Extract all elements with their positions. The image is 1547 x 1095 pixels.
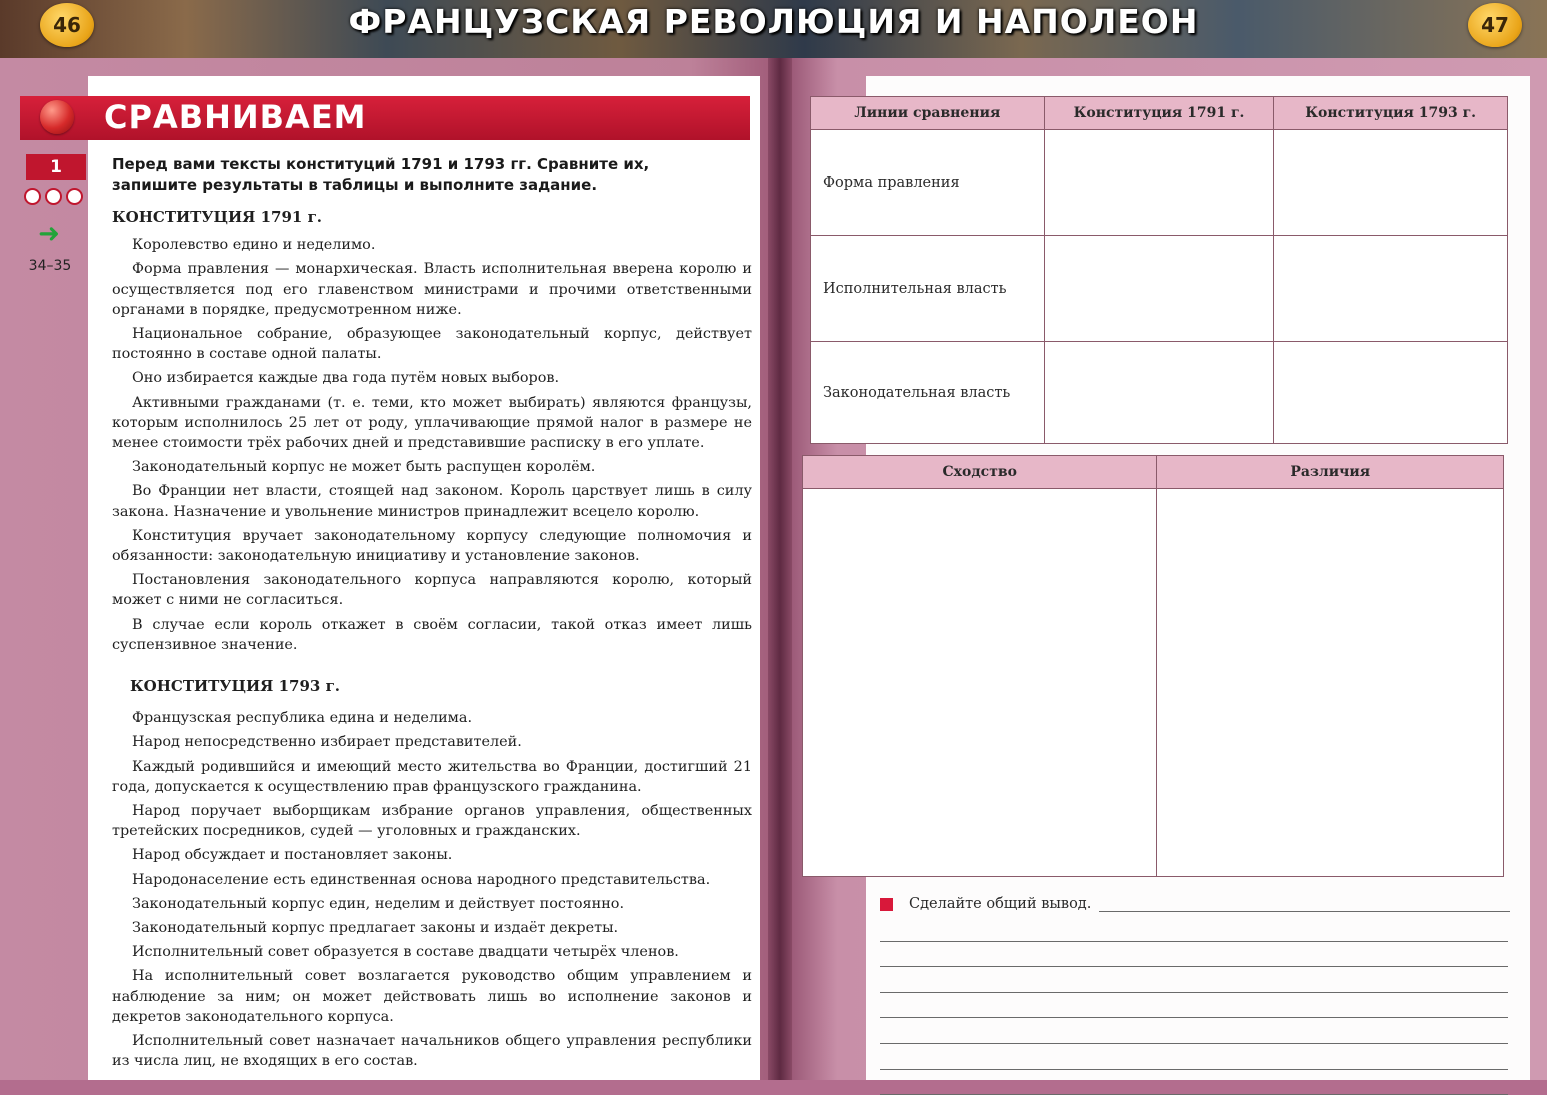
constitution-paragraph: Конституция вручает законодательному корпусу следующие полномочия и обязанности: законодательную инициативу и установление законов.	[112, 527, 752, 565]
constitution-paragraph: Активными гражданами (т. е. теми, кто может выбирать) являются французы, которым исполнилось 25 лет от роду, уплачивающие прямой налог в размере не менее стоимости трёх рабочих дней и представившие расписку в его уплате.	[112, 394, 752, 452]
constitution-paragraph: Законодательный корпус един, неделим и действует постоянно.	[132, 895, 625, 912]
book-spine	[768, 58, 792, 1080]
table-header-cell: Линии сравнения	[811, 97, 1045, 130]
constitution-paragraph: Форма правления — монархическая. Власть исполнительная вверена королю и осуществляется под его главенством министрами и прочими ответственными органами в порядке, предусмотренном ниже.	[112, 261, 752, 318]
answer-cell[interactable]	[1274, 130, 1508, 236]
constitution-paragraph: Законодательный корпус не может быть распущен королём.	[132, 459, 596, 476]
constitution-1793-title: КОНСТИТУЦИЯ 1793 г.	[130, 677, 340, 695]
table-row	[811, 236, 1508, 342]
writing-line[interactable]	[880, 942, 1508, 968]
constitution-paragraph: В случае если король откажет в своём согласии, такой отказ имеет лишь суспензивное значение.	[112, 616, 752, 653]
page-number-right: 47	[1468, 3, 1522, 47]
textbook-page-reference: 34–35	[28, 258, 72, 274]
answer-cell[interactable]	[1274, 342, 1508, 444]
constitution-paragraph: Французская республика едина и неделима.	[132, 710, 473, 727]
constitution-paragraph: Народ поручает выборщикам избрание органов управления, общественных третейских посредников, судей — уголовных и гражданских.	[112, 803, 752, 840]
table-row	[803, 489, 1504, 877]
constitution-paragraph: На исполнительный совет возлагается руководство общим управлением и наблюдение за ним; он может действовать лишь во исполнение законов и декретов законодательного корпуса.	[112, 968, 752, 1025]
constitution-paragraph: Во Франции нет власти, стоящей над законом. Король царствует лишь в силу закона. Назначение и увольнение министров принадлежит всецело королю.	[112, 483, 752, 520]
answer-cell[interactable]	[1044, 342, 1274, 444]
task-instruction: Перед вами тексты конституций 1791 и 1793 гг. Сравните их, запишите результаты в таблицы и выполните задание.	[112, 155, 650, 194]
table-row	[811, 342, 1508, 444]
constitution-1793-text	[112, 676, 752, 1075]
constitution-paragraph: Исполнительный совет назначает начальников общего управления республики из числа лиц, не входящих в его состав.	[112, 1033, 752, 1070]
answer-cell[interactable]	[1044, 236, 1274, 342]
writing-line[interactable]	[880, 967, 1508, 993]
difficulty-dot-icon	[24, 188, 41, 205]
constitution-paragraph: Оно избирается каждые два года путём новых выборов.	[132, 370, 560, 387]
answer-cell[interactable]	[1044, 130, 1274, 236]
constitution-paragraph: Каждый родившийся и имеющий место жительства во Франции, достигший 21 года, допускается к осуществлению прав французского гражданина.	[112, 758, 752, 795]
constitution-paragraph: Народ непосредственно избирает представителей.	[132, 734, 522, 751]
table-header-row	[803, 456, 1504, 489]
comparison-table	[810, 96, 1508, 444]
table-header-cell: Сходство	[803, 456, 1157, 489]
table-header-cell: Конституция 1791 г.	[1044, 97, 1274, 130]
conclusion-block	[880, 892, 1510, 1095]
conclusion-prompt: Сделайте общий вывод.	[909, 896, 1092, 912]
constitution-paragraph: Законодательный корпус предлагает законы и издаёт декреты.	[132, 920, 619, 937]
writing-line[interactable]	[880, 1070, 1508, 1095]
constitution-1791-title: КОНСТИТУЦИЯ 1791 г.	[112, 208, 322, 226]
answer-cell[interactable]	[1157, 489, 1504, 877]
constitution-paragraph: Королевство едино и неделимо.	[132, 237, 376, 254]
row-label: Форма правления	[811, 130, 1045, 236]
row-label: Законодательная власть	[811, 342, 1045, 444]
writing-line[interactable]	[880, 1044, 1508, 1070]
constitution-paragraph: Национальное собрание, образующее законодательный корпус, действует постоянно в составе одной палаты.	[112, 326, 752, 363]
writing-line[interactable]	[880, 1018, 1508, 1044]
red-ball-icon	[40, 100, 74, 134]
writing-line[interactable]	[1099, 897, 1510, 912]
difficulty-dot-icon	[66, 188, 83, 205]
chapter-title: ФРАНЦУЗСКАЯ РЕВОЛЮЦИЯ И НАПОЛЕОН	[348, 2, 1199, 41]
conclusion-prompt-row	[880, 892, 1510, 916]
constitution-paragraph: Народ обсуждает и постановляет законы.	[132, 847, 453, 864]
similarities-differences-table	[802, 455, 1504, 877]
writing-line[interactable]	[880, 916, 1508, 942]
red-square-icon	[880, 898, 893, 911]
table-header-cell: Конституция 1793 г.	[1274, 97, 1508, 130]
difficulty-dot-icon	[45, 188, 62, 205]
constitution-paragraph: Исполнительный совет образуется в составе двадцати четырёх членов.	[132, 944, 679, 961]
answer-cell[interactable]	[803, 489, 1157, 877]
table-header-row	[811, 97, 1508, 130]
answer-cell[interactable]	[1274, 236, 1508, 342]
constitution-paragraph: Народонаселение есть единственная основа народного представительства.	[132, 871, 711, 888]
textbook-reference-arrow-icon: ➜	[38, 219, 60, 249]
difficulty-dots	[24, 188, 83, 205]
table-row	[811, 130, 1508, 236]
table-header-cell: Различия	[1157, 456, 1504, 489]
writing-line[interactable]	[880, 993, 1508, 1019]
constitution-paragraph: Постановления законодательного корпуса направляются королю, который может с ними не согласиться.	[112, 572, 752, 609]
constitution-1791-text	[112, 207, 752, 659]
section-title: СРАВНИВАЕМ	[104, 98, 367, 136]
task-number: 1	[26, 154, 86, 180]
row-label: Исполнительная власть	[811, 236, 1045, 342]
page-number-left: 46	[40, 3, 94, 47]
